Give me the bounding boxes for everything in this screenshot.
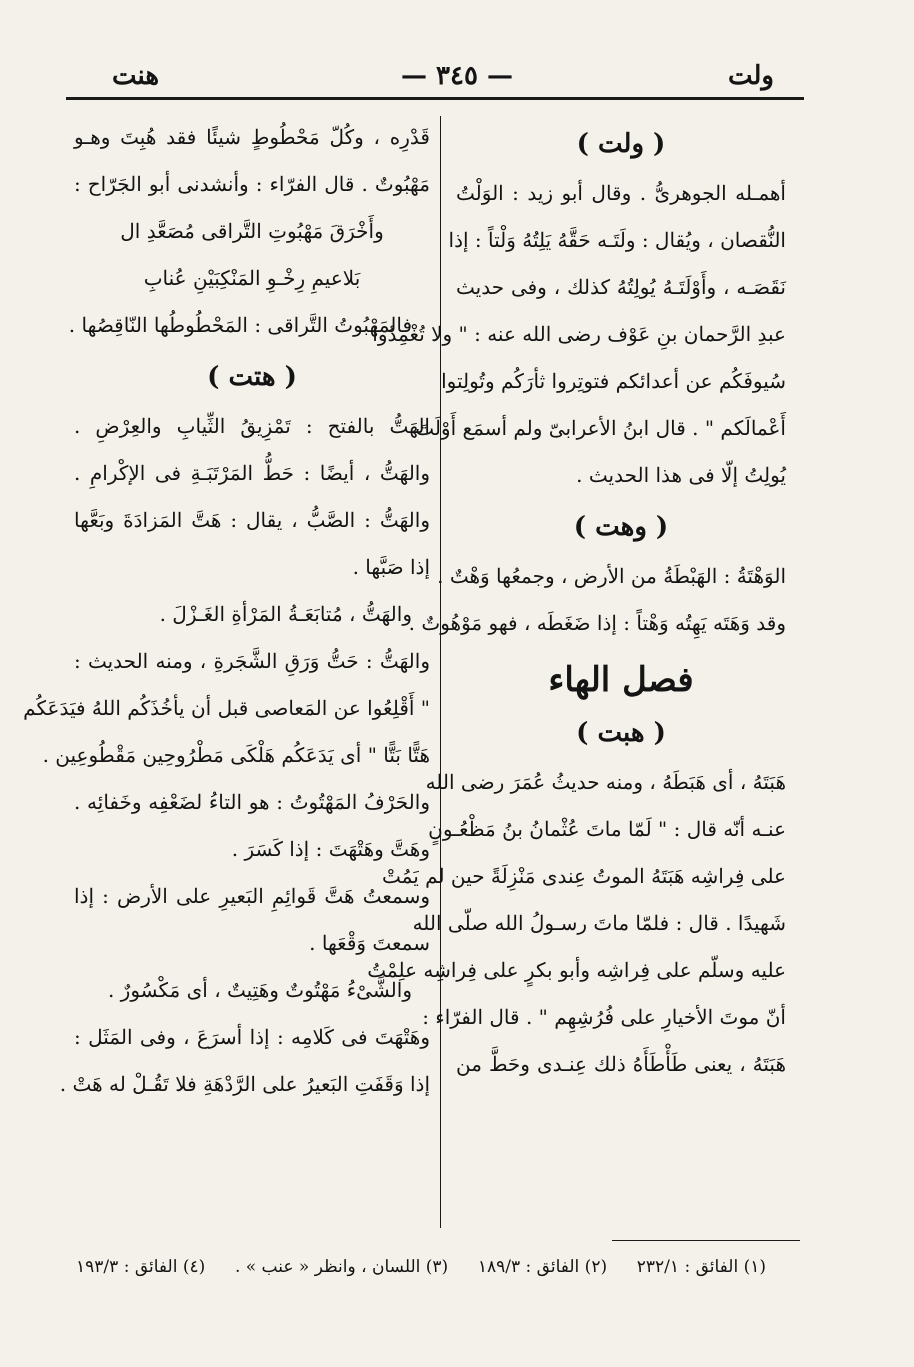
entry-line: يُولِتُ إلّا فى هذا الحديث . bbox=[576, 463, 786, 487]
entry-line: شَهيدًا . قال : فلمّا ماتَ رسـولُ الله صلّى الله bbox=[412, 911, 786, 935]
entry-line: هَبَتَهُ ، أى هَبَطَهُ ، ومنه حديثُ عُمَرَ رضى الله bbox=[425, 770, 786, 794]
section-title: فصل الهاء bbox=[548, 660, 694, 700]
entry-line: النُّقصان ، ويُقال : ولَتَـه حَقَّهُ يَلِتُهُ وَلْتاً : إذا bbox=[448, 228, 786, 252]
entry-line: والهَتُّ : حَتُّ وَرَقِ الشَّجَرةِ ، ومنه الحديث : bbox=[74, 649, 430, 673]
entry-line: والحَرْفُ المَهْتُوتُ : هو التاءُ لضَعْفِه وخَفائِه . bbox=[74, 790, 430, 814]
entry-line: وقد وَهَتَه يَهِتُه وَهْتاً : إذا ضَغَطَه ، فهو مَوْهُوتٌ . bbox=[408, 611, 786, 635]
entry-heading-walat: ( ولت ) bbox=[576, 129, 666, 159]
entry-line: أنّ موتَ الأخيارِ على فُرُشِهِم " . قال الفرّاء : bbox=[422, 1005, 786, 1029]
entry-line: نَقَصَـه ، وأَوْلَتَـهُ يُولِتُهُ كذلك ، وفى حديث bbox=[456, 275, 786, 299]
entry-line: أَعْمالَكم " . قال ابنُ الأعرابىّ ولم أسمَع أَوْلَتَ bbox=[415, 416, 786, 440]
entry-line: إذا وَقَفَتِ البَعيرُ على الرَّدْهَةِ فلا تَقُـلْ له هَتْ . bbox=[59, 1072, 430, 1096]
entry-line: عليه وسلّم على فِراشِه وأبو بكرٍ على فِراشِه علِمْتُ bbox=[367, 958, 786, 982]
entry-line: وهَتْهَتَ فى كَلامِه : إذا أسرَعَ ، وفى المَثَل : bbox=[74, 1025, 430, 1049]
footnote: (٣) اللسان ، وانظر « عنب » . bbox=[234, 1257, 449, 1277]
footnotes bbox=[76, 1250, 766, 1284]
entry-line: وسمعتُ هَتَّ قَوائِمِ البَعيرِ على الأرض : إذا bbox=[74, 884, 430, 908]
entry-line: سمعتَ وَقْعَها . bbox=[309, 931, 430, 955]
entry-line: فالمَهْبُوتُ التَّراقى : المَحْطُوطُها النّاقِصُها . bbox=[68, 313, 412, 337]
header-left-word: هنت bbox=[112, 61, 160, 91]
page-number: — ٣٤٥ — bbox=[400, 61, 514, 91]
entry-line: مَهْبُوتٌ . قال الفرّاء : وأنشدنى أبو الجَرّاح : bbox=[74, 172, 430, 196]
entry-line: عنـه أنّه قال : " لَمّا ماتَ عُثْمانُ بنُ مَظْعُـونٍ bbox=[428, 817, 786, 841]
footnote: (٤) الفائق : ١٩٣/٣ bbox=[76, 1257, 206, 1277]
entry-line: هَتًّا بَتًّا " أى يَدَعَكُم هَلْكَى مَطْرُوحِين مَقْطُوعِين . bbox=[42, 743, 430, 767]
header-right-word: ولت bbox=[727, 61, 774, 91]
entry-line: عبدِ الرَّحمان بنِ عَوْف رضى الله عنه : " ولا تُغْمِدُوا bbox=[372, 322, 786, 346]
entry-line: وهَتَّ وهَتْهَتَ : إذا كَسَرَ . bbox=[231, 837, 430, 861]
entry-line: " أَقْلِعُوا عن المَعاصى قبل أن يأخُذَكُم اللهُ فيَدَعَكُم bbox=[23, 696, 430, 720]
verse-line: وأَخْرَقَ مَهْبُوتِ التَّراقى مُصَعَّدِ ال bbox=[120, 219, 384, 243]
entry-line: والهَتُّ ، مُتابَعَـةُ المَرْأةِ الغَـزْلَ . bbox=[159, 602, 412, 626]
entry-heading-waht: ( وهت ) bbox=[573, 512, 669, 542]
entry-line: والشَّىْءُ مَهْتُوتٌ وهَتِيتٌ ، أى مَكْسُورٌ . bbox=[107, 978, 412, 1002]
footnote-rule bbox=[612, 1240, 800, 1241]
entry-line: الوَهْتَةُ : الهَبْطَةُ من الأرض ، وجمعُها وَهْتٌ . bbox=[437, 564, 786, 588]
verse-line: بَلاعيمِ رِخْـوِ المَنْكِبَيْنِ عُنابِ bbox=[143, 266, 361, 290]
entry-line: هَبَتَهُ ، يعنى طَأْطَأَهُ ذلك عِنـدى وحَطَّ من bbox=[456, 1052, 786, 1076]
entry-line: إذا صَبَّها . bbox=[352, 555, 430, 579]
entry-line: الهَتُّ بالفتح : تَمْزِيقُ الثِّيابِ والعِرْضِ . bbox=[74, 414, 430, 438]
header-rule bbox=[66, 97, 804, 100]
left-column bbox=[23, 122, 430, 1116]
entry-line: على فِراشِه هَبَتَهُ الموتُ عِندى مَنْزِلَةً حين لم يَمُتْ bbox=[382, 864, 786, 888]
entry-heading-hatt: ( هتت ) bbox=[207, 362, 297, 392]
entry-line: والهَتُّ ، أيضًا : حَطُّ المَرْتَبَـةِ فى الإكْرامِ . bbox=[74, 461, 430, 485]
entry-line: سُيوفَكُم عن أعدائكم فتوتِروا ثأرَكُم وتُولِتوا bbox=[441, 369, 786, 393]
column-divider bbox=[440, 116, 441, 1228]
footnote: (٢) الفائق : ١٨٩/٣ bbox=[477, 1257, 608, 1277]
entry-heading-habat: ( هبت ) bbox=[576, 718, 666, 748]
footnote: (١) الفائق : ٢٣٢/١ bbox=[636, 1257, 766, 1277]
entry-line: أهمـله الجوهرىُّ . وقال أبو زيد : الوَلْتُ bbox=[456, 181, 786, 205]
entry-line: والهَتُّ : الصَّبُّ ، يقال : هَتَّ المَزادَةَ وبَعَّها bbox=[74, 508, 430, 532]
entry-line: قَدْرِه ، وكُلّ مَحْطُوطٍ شيئًا فقد هُبِتَ وهـو bbox=[74, 125, 430, 149]
